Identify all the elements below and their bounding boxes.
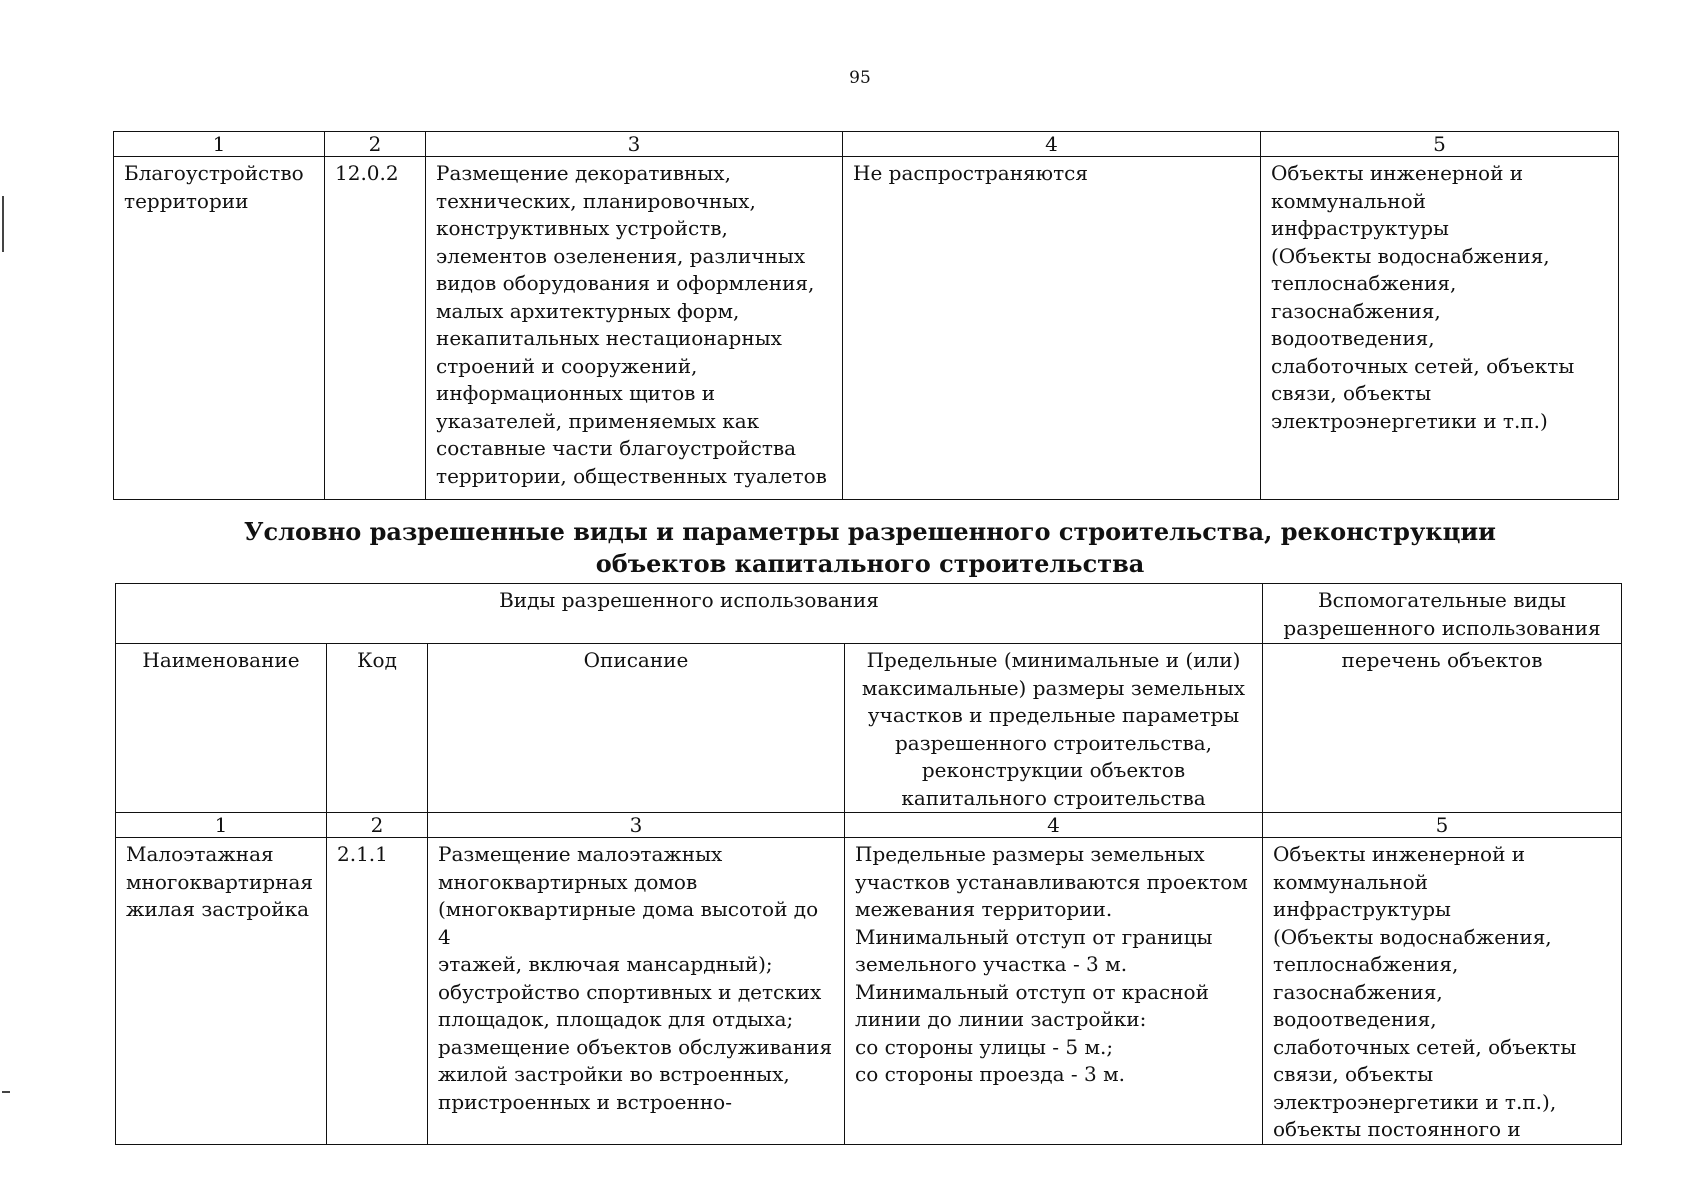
use-description-cell: Размещение малоэтажных многоквартирных домов (многоквартирные дома высотой до 4 этажей, включая мансардный); обустройство спортивных и детских площадок, площадок для отдыха; размещение объектов обслуживания жилой застройки во встроенных, пристроенных и встроенно- bbox=[428, 838, 845, 1145]
table-conditionally-permitted-uses bbox=[115, 583, 1622, 1145]
table-row bbox=[116, 838, 1622, 1145]
use-code-cell: 12.0.2 bbox=[325, 157, 426, 500]
column-header-row bbox=[116, 644, 1622, 813]
name-column-header: Наименование bbox=[116, 644, 327, 813]
column-number-row bbox=[114, 132, 1619, 157]
column-number: 2 bbox=[325, 132, 426, 157]
objects-list-column-header: перечень объектов bbox=[1263, 644, 1622, 813]
use-parameters-cell: Предельные размеры земельных участков устанавливаются проектом межевания территории. Минимальный отступ от границы земельного участка - 3 м. Минимальный отступ от красной линии до линии застройки: со стороны улицы - 5 м.; со стороны проезда - 3 м. bbox=[845, 838, 1263, 1145]
column-number: 3 bbox=[428, 813, 845, 838]
column-number: 4 bbox=[845, 813, 1263, 838]
column-number: 4 bbox=[843, 132, 1261, 157]
column-number: 1 bbox=[114, 132, 325, 157]
table-row bbox=[114, 157, 1619, 500]
auxiliary-uses-header: Вспомогательные виды разрешенного использования bbox=[1263, 584, 1622, 644]
use-name-cell: Малоэтажная многоквартирная жилая застройка bbox=[116, 838, 327, 1145]
description-column-header: Описание bbox=[428, 644, 845, 813]
auxiliary-uses-cell: Объекты инженерной и коммунальной инфраструктуры (Объекты водоснабжения, теплоснабжения, газоснабжения, водоотведения, слаботочных сетей, объекты связи, объекты электроэнергетики и т.п.) bbox=[1261, 157, 1619, 500]
use-name-cell: Благоустройство территории bbox=[114, 157, 325, 500]
use-code-cell: 2.1.1 bbox=[327, 838, 428, 1145]
column-number-row bbox=[116, 813, 1622, 838]
scan-margin-mark bbox=[2, 1091, 10, 1093]
scan-margin-mark bbox=[2, 196, 4, 252]
parameters-column-header: Предельные (минимальные и (или) максимальные) размеры земельных участков и предельные параметры разрешенного строительства, реконструкции объектов капитального строительства bbox=[845, 644, 1263, 813]
page-number: 95 bbox=[849, 68, 871, 88]
use-parameters-cell: Не распространяются bbox=[843, 157, 1261, 500]
section-title: Условно разрешенные виды и параметры разрешенного строительства, реконструкции объектов капитального строительства bbox=[244, 517, 1496, 578]
auxiliary-uses-cell: Объекты инженерной и коммунальной инфраструктуры (Объекты водоснабжения, теплоснабжения, газоснабжения, водоотведения, слаботочных сетей, объекты связи, объекты электроэнергетики и т.п.), объекты постоянного и bbox=[1263, 838, 1622, 1145]
column-number: 3 bbox=[426, 132, 843, 157]
column-number: 1 bbox=[116, 813, 327, 838]
group-header-row bbox=[116, 584, 1622, 644]
use-description-cell: Размещение декоративных, технических, планировочных, конструктивных устройств, элементов озеленения, различных видов оборудования и оформления, малых архитектурных форм, некапитальных нестационарных строений и сооружений, информационных щитов и указателей, применяемых как составные части благоустройства территории, общественных туалетов bbox=[426, 157, 843, 500]
table-permitted-uses-continued bbox=[113, 131, 1619, 500]
code-column-header: Код bbox=[327, 644, 428, 813]
column-number: 5 bbox=[1261, 132, 1619, 157]
permitted-uses-header: Виды разрешенного использования bbox=[116, 584, 1263, 644]
column-number: 5 bbox=[1263, 813, 1622, 838]
column-number: 2 bbox=[327, 813, 428, 838]
